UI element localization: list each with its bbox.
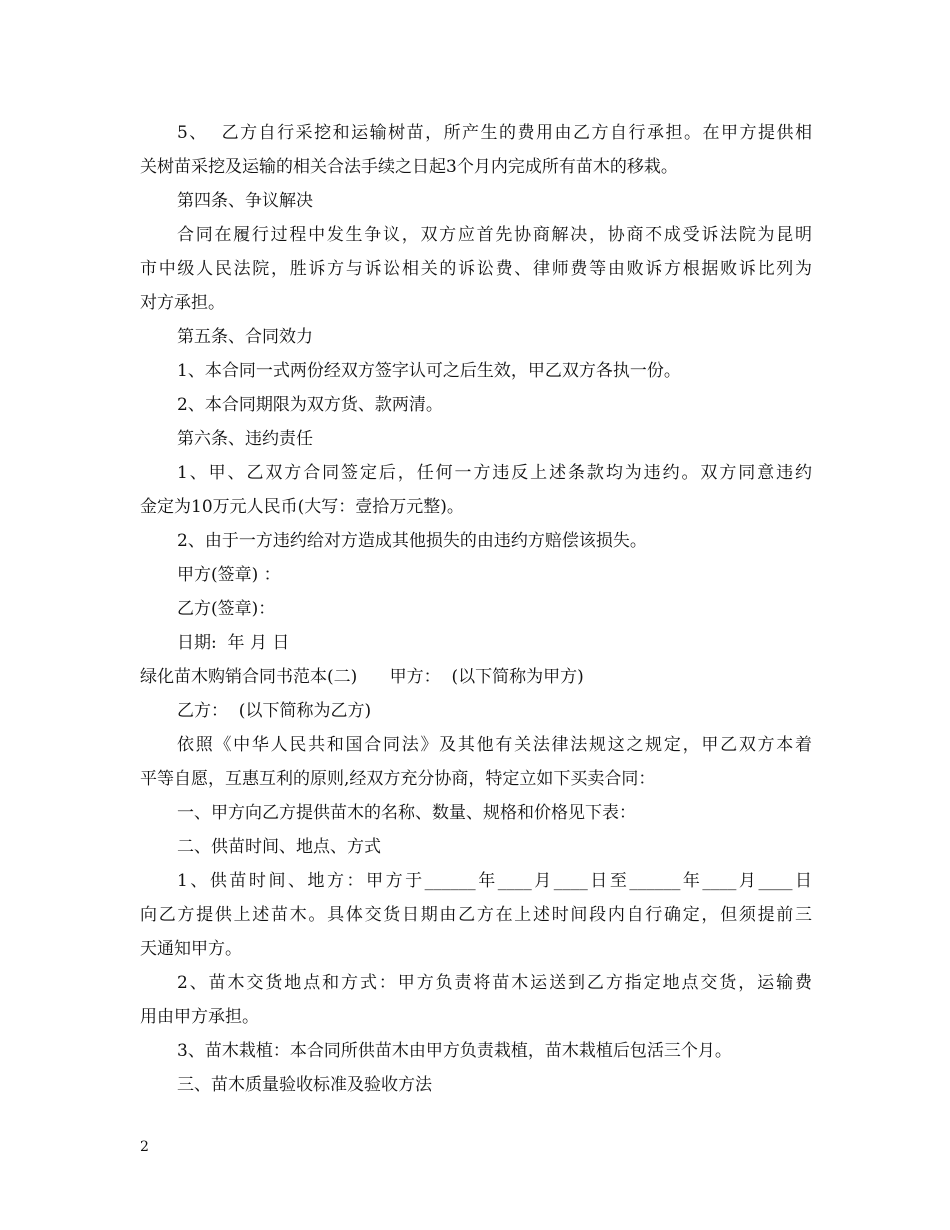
text-line: 2、苗木交货地点和方式：甲方负责将苗木运送到乙方指定地点交货，运输费 (177, 973, 812, 993)
text-line: 二、供苗时间、地点、方式 (177, 837, 381, 857)
text-line: 用由甲方承担。 (140, 1007, 259, 1027)
text-line: 依照《中华人民共和国合同法》及其他有关法律法规这之规定，甲乙双方本着 (177, 735, 812, 755)
text-line: 第四条、争议解决 (177, 191, 313, 211)
document-body (140, 116, 812, 1102)
text-line: 三、苗木质量验收标准及验收方法 (177, 1075, 432, 1095)
text-line: 第六条、违约责任 (177, 429, 313, 449)
page-number: 2 (140, 1139, 149, 1155)
text-line: 绿化苗木购销合同书范本(二) 甲方： (以下简称为甲方) (140, 667, 584, 687)
text-line: 一、甲方向乙方提供苗木的名称、数量、规格和价格见下表： (177, 803, 636, 823)
text-line: 2、由于一方违约给对方造成其他损失的由违约方赔偿该损失。 (177, 531, 647, 551)
text-line: 乙方(签章)： (177, 599, 276, 619)
text-line: 5、 乙方自行采挖和运输树苗，所产生的费用由乙方自行承担。在甲方提供相 (177, 123, 812, 143)
text-line: 甲方(签章) ： (177, 565, 281, 585)
text-line: 1、本合同一式两份经双方签字认可之后生效，甲乙双方各执一份。 (177, 361, 681, 381)
text-line: 平等自愿，互惠互利的原则,经双方充分协商，特定立如下买卖合同： (140, 769, 656, 789)
text-line: 2、本合同期限为双方货、款两清。 (177, 395, 443, 415)
text-line: 1、供苗时间、地方：甲方于______年____月____日至______年____月____日 (177, 871, 812, 891)
text-line: 金定为10万元人民币(大写：壹拾万元整)。 (140, 497, 464, 517)
text-line: 天通知甲方。 (140, 939, 242, 959)
text-line: 向乙方提供上述苗木。具体交货日期由乙方在上述时间段内自行确定，但须提前三 (140, 905, 812, 925)
text-line: 合同在履行过程中发生争议，双方应首先协商解决，协商不成受诉法院为昆明 (177, 225, 812, 245)
text-line: 1、甲、乙双方合同签定后，任何一方违反上述条款均为违约。双方同意违约 (177, 463, 812, 483)
text-line: 市中级人民法院，胜诉方与诉讼相关的诉讼费、律师费等由败诉方根据败诉比列为 (140, 259, 812, 279)
text-line: 关树苗采挖及运输的相关合法手续之日起3个月内完成所有苗木的移栽。 (140, 157, 678, 177)
text-line: 第五条、合同效力 (177, 327, 313, 347)
text-line: 对方承担。 (140, 293, 225, 313)
text-line: 日期: 年 月 日 (177, 633, 290, 653)
text-line: 乙方： (以下简称为乙方) (177, 701, 372, 721)
text-line: 3、苗木栽植：本合同所供苗木由甲方负责栽植，苗木栽植后包活三个月。 (177, 1041, 732, 1061)
